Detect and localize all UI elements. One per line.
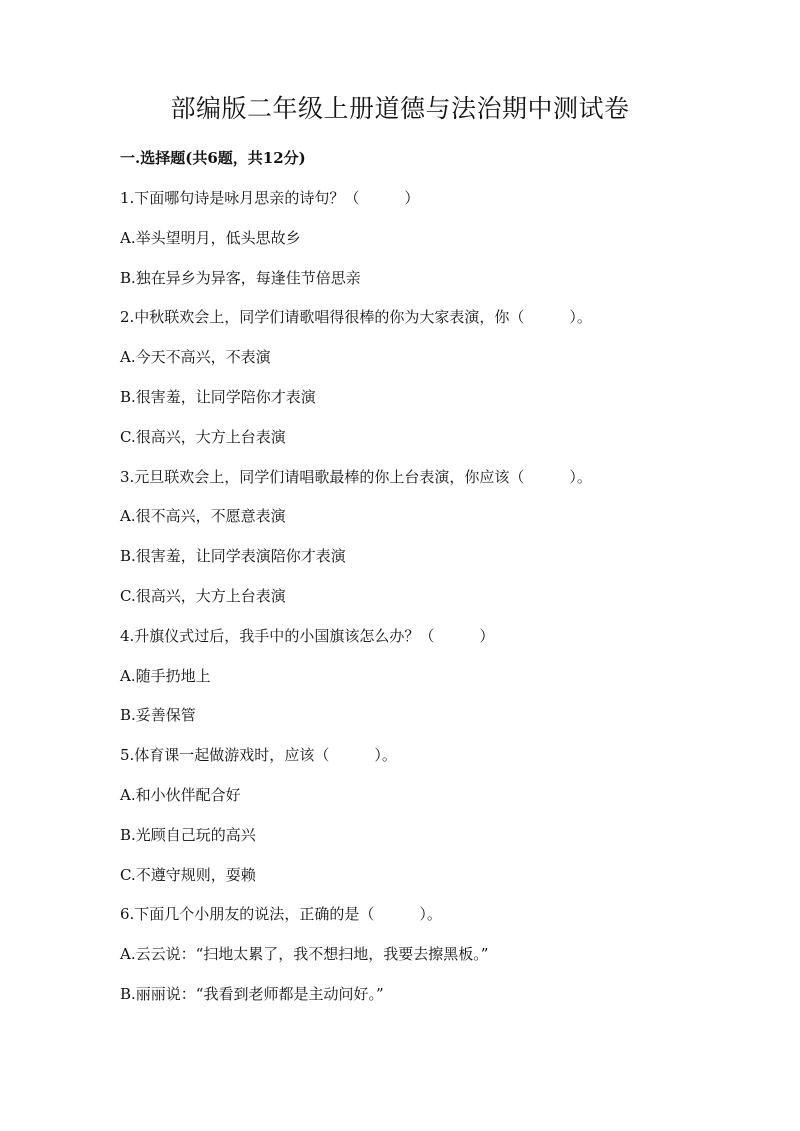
- question-line: 5.体育课一起做游戏时，应该（ ）。: [120, 746, 397, 765]
- option-line: B.光顾自己玩的高兴: [120, 825, 256, 844]
- option-line: A.和小伙伴配合好: [120, 785, 241, 804]
- option-line: A.举头望明月，低头思故乡: [120, 228, 301, 247]
- section-heading: 一.选择题(共6题，共12分): [120, 149, 306, 167]
- option-line: B.妥善保管: [120, 706, 196, 725]
- question-line: 1.下面哪句诗是咏月思亲的诗句？（ ）: [120, 189, 420, 207]
- option-line: A.云云说：“扫地太累了，我不想扫地，我要去擦黑板。”: [120, 945, 489, 964]
- option-line: B.很害羞，让同学陪你才表演: [120, 387, 316, 406]
- question-line: 2.中秋联欢会上，同学们请歌唱得很棒的你为大家表演，你（ ）。: [120, 308, 592, 327]
- option-line: C.很高兴，大方上台表演: [120, 427, 286, 446]
- question-line: 6.下面几个小朋友的说法，正确的是（ ）。: [120, 905, 442, 924]
- option-line: C.不遵守规则，耍赖: [120, 865, 256, 884]
- option-line: B.很害羞，让同学表演陪你才表演: [120, 547, 346, 566]
- page-title: 部编版二年级上册道德与法治期中测试卷: [170, 94, 630, 123]
- question-list: [120, 186, 592, 1022]
- option-line: B.独在异乡为异客，每逢佳节倍思亲: [120, 268, 361, 287]
- option-line: A.很不高兴，不愿意表演: [120, 507, 286, 526]
- option-line: A.随手扔地上: [120, 666, 211, 685]
- question-line: 4.升旗仪式过后，我手中的小国旗该怎么办？（ ）: [120, 626, 495, 645]
- option-line: A.今天不高兴，不表演: [120, 348, 271, 367]
- option-line: B.丽丽说：“我看到老师都是主动问好。”: [120, 984, 384, 1003]
- option-line: C.很高兴，大方上台表演: [120, 586, 286, 605]
- question-line: 3.元旦联欢会上，同学们请唱歌最棒的你上台表演，你应该（ ）。: [120, 467, 592, 486]
